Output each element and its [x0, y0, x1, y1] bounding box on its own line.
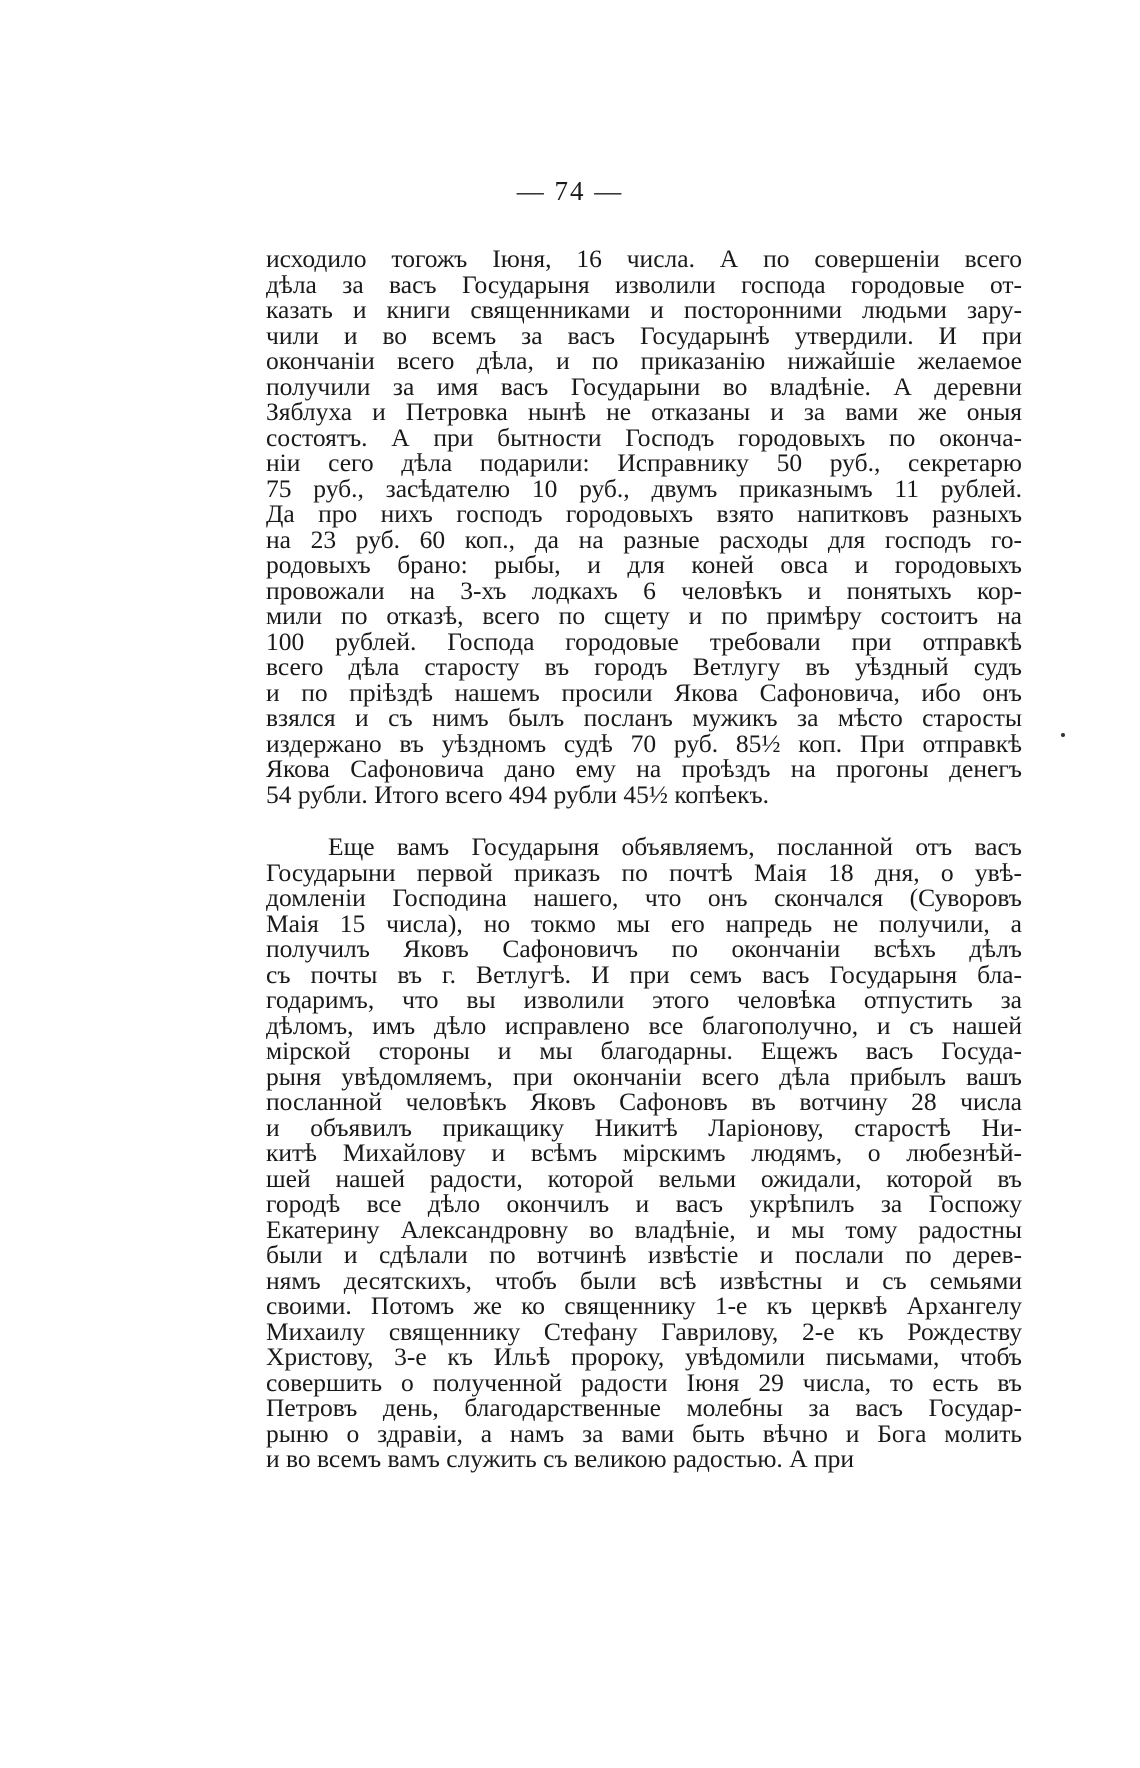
text-line: ніи сего дѣла подарили: Исправнику 50 руб., секретарю — [266, 448, 1022, 477]
paragraph-2 — [266, 834, 1022, 1472]
text-line: и по пріѣздѣ нашемъ просили Якова Сафоновича, ибо онъ — [266, 677, 1022, 707]
text-line: и во всемъ вамъ служить съ великою радостью. А при — [266, 1444, 855, 1473]
text-line: Да про нихъ господъ городовыхъ взято напитковъ разныхъ — [266, 499, 1022, 528]
text-line: мили по отказѣ, всего по сщету и по примѣру состоитъ на — [266, 601, 1022, 630]
text-line: нямъ десятскихъ, чтобъ были всѣ извѣстны и съ семьями — [266, 1265, 1022, 1295]
page-number: — 74 — — [516, 176, 624, 206]
text-line: дѣла за васъ Государыня изволили господа городовые от- — [266, 269, 1022, 299]
text-line: провожали на 3-хъ лодкахъ 6 человѣкъ и понятыхъ кор- — [266, 575, 1022, 605]
text-line: совершить о полученной радости Іюня 29 числа, то есть въ — [266, 1367, 1022, 1397]
text-line: годаримъ, что вы изволили этого человѣка отпустить за — [266, 985, 1022, 1014]
text-line: шей нашей радости, которой вельми ожидали, которой въ — [266, 1163, 1022, 1193]
text-line: рыня увѣдомляемъ, при окончаніи всего дѣла прибылъ вашъ — [266, 1061, 1022, 1091]
text-line: родовыхъ брано: рыбы, и для коней овса и городовыхъ — [266, 550, 1022, 579]
text-line: получилъ Яковъ Сафоновичъ по окончаніи всѣхъ дѣлъ — [266, 934, 1022, 963]
text-line: Еще вамъ Государыня объявляемъ, посланной отъ васъ — [328, 832, 1022, 861]
text-line: Христову, 3-е къ Ильѣ пророку, увѣдомили письмами, чтобъ — [266, 1342, 1022, 1371]
text-line: Петровъ день, благодарственные молебны за васъ Государ- — [266, 1393, 1022, 1422]
text-line: рыню о здравіи, а намъ за вами быть вѣчно и Бога молить — [266, 1418, 1022, 1448]
text-line: мірской стороны и мы благодарны. Ещежъ васъ Госуда- — [266, 1036, 1022, 1065]
text-line: Михаилу священнику Стефану Гаврилову, 2-е къ Рождеству — [266, 1316, 1022, 1346]
text-line: получили за имя васъ Государыни во владѣніе. А деревни — [266, 371, 1022, 401]
text-line: Зяблуха и Петровка нынѣ не отказаны и за вами же оныя — [266, 397, 1022, 426]
paragraph-1 — [266, 246, 1022, 807]
text-line: городѣ все дѣло окончилъ и васъ укрѣпилъ за Госпожу — [266, 1189, 1022, 1218]
text-line: всего дѣла старосту въ городъ Ветлугу въ уѣздный судъ — [266, 652, 1022, 681]
print-speck — [1061, 733, 1065, 737]
text-line: домленіи Господина нашего, что онъ скончался (Суворовъ — [266, 883, 1022, 912]
text-line: взялся и съ нимъ былъ посланъ мужикъ за мѣсто старосты — [266, 703, 1022, 732]
text-line: своими. Потомъ же ко священнику 1-е къ церквѣ Архангелу — [266, 1291, 1022, 1320]
text-line: казать и книги священниками и посторонними людьми зару- — [266, 295, 1022, 324]
text-line: 54 рубли. Итого всего 494 рубли 45½ копѣекъ. — [266, 779, 770, 809]
text-line: окончаніи всего дѣла, и по приказанію нижайшіе желаемое — [266, 346, 1022, 375]
text-line: состоятъ. А при бытности Господъ городовыхъ по оконча- — [266, 422, 1022, 452]
text-line: чили и во всемъ за васъ Государынѣ утвердили. И при — [266, 320, 1022, 350]
text-line: и объявилъ прикащику Никитѣ Ларіонову, старостѣ Ни- — [266, 1112, 1022, 1142]
text-line: Якова Сафоновича дано ему на проѣздъ на прогоны денегъ — [266, 754, 1022, 783]
text-line: были и сдѣлали по вотчинѣ извѣстіе и послали по дерев- — [266, 1240, 1022, 1269]
text-line: посланной человѣкъ Яковъ Сафоновъ въ вотчину 28 числа — [266, 1087, 1022, 1116]
text-line: 75 руб., засѣдателю 10 руб., двумъ приказнымъ 11 рублей. — [266, 473, 1022, 503]
text-line: Государыни первой приказъ по почтѣ Маія 18 дня, о увѣ- — [266, 857, 1022, 887]
text-line: съ почты въ г. Ветлугѣ. И при семъ васъ Государыня бла- — [266, 959, 1022, 989]
text-line: 100 рублей. Господа городовые требовали при отправкѣ — [266, 626, 1022, 656]
text-line: Маія 15 числа), но токмо мы его напредь не получили, а — [266, 908, 1022, 938]
text-line: китѣ Михайлову и всѣмъ мірскимъ людямъ, о любезнѣй- — [266, 1138, 1022, 1167]
text-line: исходило тогожъ Іюня, 16 числа. А по совершеніи всего — [266, 244, 1022, 273]
text-line: Екатерину Александровну во владѣніе, и мы тому радостны — [266, 1214, 1022, 1244]
text-line: издержано въ уѣздномъ судѣ 70 руб. 85½ коп. При отправкѣ — [266, 728, 1022, 758]
text-line: дѣломъ, имъ дѣло исправлено все благополучно, и съ нашей — [266, 1010, 1022, 1040]
text-line: на 23 руб. 60 коп., да на разные расходы для господъ го- — [266, 524, 1022, 554]
